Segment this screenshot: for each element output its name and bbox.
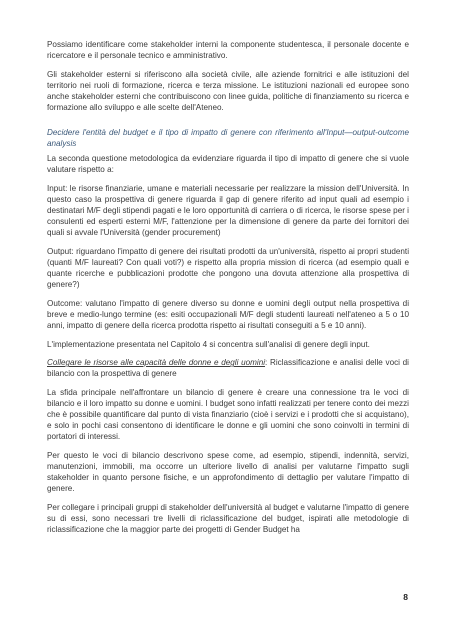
paragraph-challenge: La sfida principale nell'affrontare un bilancio di genere è creare una connessione tra le voci di bilancio e il loro impatto su donne e uomini. I budget sono infatti realizzati per tenere conto dei mezzi che è possibile quantificare dal punto di vista finanziario (cioè i servizi e i prodotti che si acquistano), e solo in pochi casi consentono di identificare le donne e gli uomini che sono coinvolti in termini di portatori di interessi. bbox=[47, 387, 409, 442]
paragraph-internal-stakeholders: Possiamo identificare come stakeholder interni la componente studentesca, il personale docente e ricercatore e il personale tecnico e amministrativo. bbox=[47, 40, 409, 61]
page-number: 8 bbox=[403, 592, 408, 602]
paragraph-implementation: L'implementazione presentata nel Capitolo 4 si concentra sull'analisi di genere degli input. bbox=[47, 339, 370, 349]
paragraph-input: Input: le risorse finanziarie, umane e materiali necessarie per realizzare la mission dell'Università. In questo caso la prospettiva di genere riguarda il gap di genere riferito ad input quali ad esempio i destinatari M/F degli stipendi pagati e le loro opportunità di carriera o di ricerca, le risorse spese per i consulenti ed esperti esterni M/F, l'attenzione per la dimensione di genere da parte dei fornitori dei quali si avvale l'Università (gender procurement) bbox=[47, 183, 409, 238]
underlined-lead: Collegare le risorse alle capacità delle donne e degli uomini bbox=[47, 358, 266, 368]
underlined-rest: : Riclassificazione e analisi delle voci di bilancio con la prospettiva di genere bbox=[47, 358, 409, 379]
paragraph-methodology: La seconda questione metodologica da evidenziare riguarda il tipo di impatto di genere che si vuole valutare rispetto a: bbox=[47, 154, 409, 175]
paragraph-link-resources bbox=[47, 357, 409, 379]
paragraph-budget-items: Per questo le voci di bilancio descrivono spese come, ad esempio, stipendi, indennità, servizi, manutenzioni, immobili, ma occorre un ulteriore livello di analisi per valutarne l'impatto sugli stakeholder in quanto persone fisiche, e un approfondimento di dettaglio per valutare l'impatto di genere. bbox=[47, 450, 409, 494]
paragraph-output: Output: riguardano l'impatto di genere dei risultati prodotti da un'università, rispetto ai propri studenti (quanti M/F laureati? Con quali voti?) e rispetto alla propria mission di ricerca (ad esempio quali e quante ricerche e pubblicazioni prodotte che pongono una dovuta attenzione alla prospettiva di genere?) bbox=[47, 246, 409, 290]
paragraph-reclassification: Per collegare i principali gruppi di stakeholder dell'università al budget e valutarne l'impatto di genere su di essi, sono necessari tre livelli di riclassificazione del budget, ispirati alle metodologie di riclassificazione che la maggior parte dei progetti di Gender Budget ha bbox=[47, 502, 409, 534]
paragraph-outcome: Outcome: valutano l'impatto di genere diverso su donne e uomini degli output nella prospettiva di breve e medio-lungo termine (es: esiti occupazionali M/F degli studenti laureati nell'ateneo a 5 o 10 anni, impatto di genere della ricerca prodotta rispetto ai risultati conseguiti a 5 e 10 anni). bbox=[47, 298, 409, 330]
section-heading: Decidere l'entità del budget e il tipo di impatto di genere con riferimento all'Input—output-outcome analysis bbox=[47, 128, 409, 149]
paragraph-external-stakeholders: Gli stakeholder esterni si riferiscono alla società civile, alle aziende fornitrici e alle istituzioni del territorio nei ruoli di formazione, ricerca e terza missione. Le istituzioni nazionali ed europee sono anche stakeholder esterni che contribuiscono con linee guida, politiche di finanziamento su ricerca e formazione allo sviluppo e alle scelte dell'Ateneo. bbox=[47, 69, 409, 112]
page-body bbox=[47, 39, 409, 542]
